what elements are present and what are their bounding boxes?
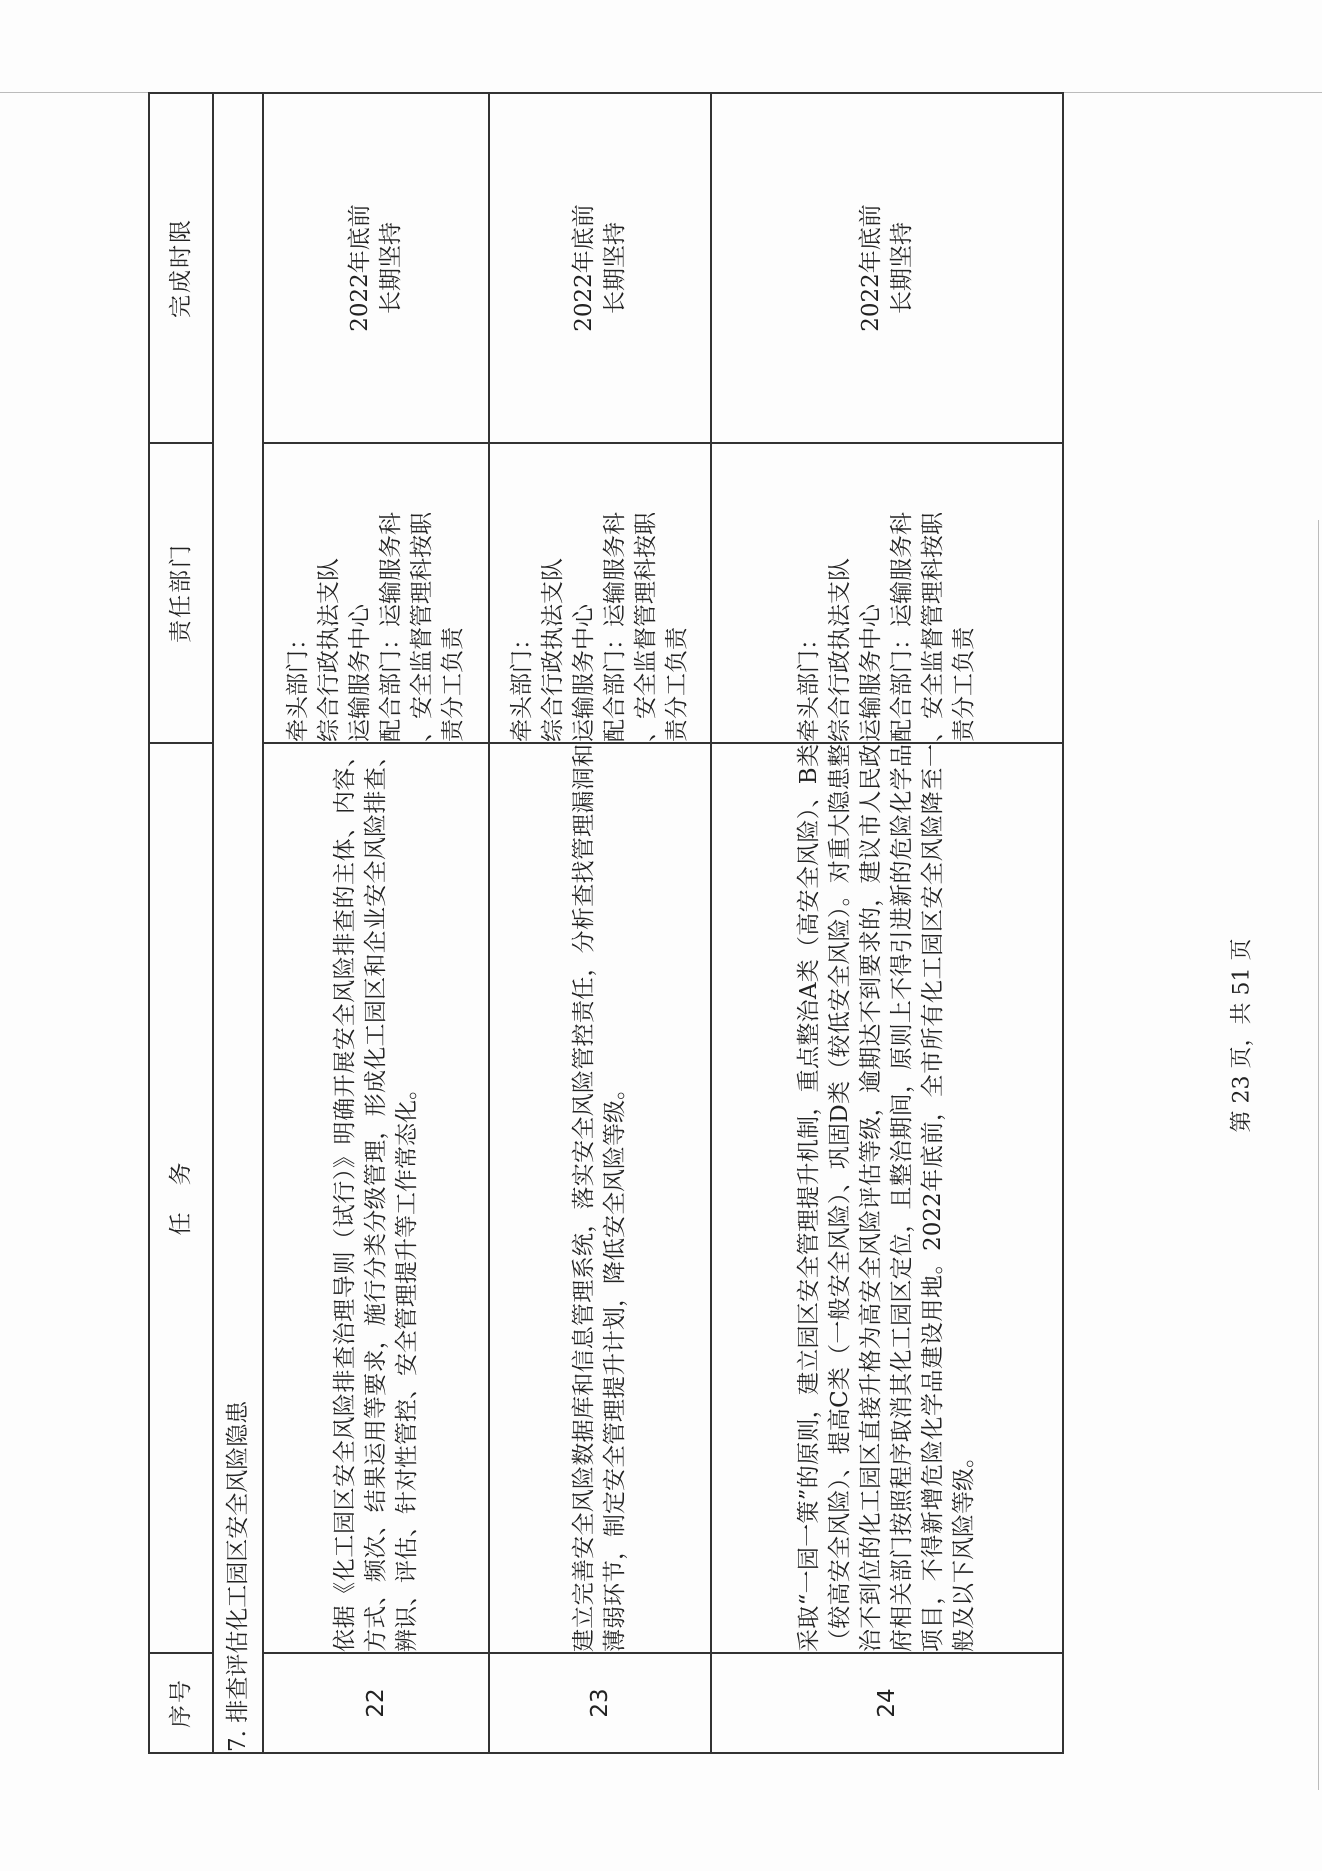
dept-cell [489,443,711,743]
row-number: 23 [489,1653,711,1753]
deadline-cell [489,93,711,443]
header-task: 任 务 [149,743,213,1653]
rotated-page [128,94,1061,1754]
dept-line: 责分工负责 [440,627,466,742]
scan-edge-line [1318,520,1319,1790]
dept-line: 责分工负责 [951,627,977,742]
table-row [263,93,489,1753]
dept-line: 运输服务中心 [858,604,884,742]
dept-line: 综合行政执法支队 [316,558,342,742]
header-no: 序号 [149,1653,213,1753]
dept-cell [263,443,489,743]
deadline-line: 2022年底前 [571,204,597,332]
table-row [711,93,1063,1753]
dept-line: 综合行政执法支队 [540,558,566,742]
deadline-cell [263,93,489,443]
task-table [148,92,1064,1754]
row-number: 22 [263,1653,489,1753]
section-row [213,93,263,1753]
dept-line: 配合部门：运输服务科 [889,512,915,742]
deadline-line: 2022年底前 [858,204,884,332]
dept-line: 、安全监督管理科按职 [409,512,435,742]
deadline-line: 长期坚持 [889,222,915,314]
dept-line: 牵头部门： [796,627,822,742]
dept-line: 综合行政执法支队 [827,558,853,742]
dept-line: 运输服务中心 [571,604,597,742]
task-text: 建立完善安全风险数据库和信息管理系统，落实安全风险管控责任，分析查找管理漏洞和薄弱环节，制定安全管理提升计划，降低安全风险等级。 [489,743,711,1653]
dept-line: 、安全监督管理科按职 [920,512,946,742]
task-text: 采取“一园一策”的原则，建立园区安全管理提升机制，重点整治A类（高安全风险）、B类（较高安全风险）、提高C类（一般安全风险）、巩固D类（较低安全风险）。对重大隐患整治不到位的化工园区直接升格为高安全风险评估等级，逾期达不到要求的，建议市人民政府相关部门按照程序取消其化工园区定位，且整治期间，原则上不得引进新的危险化学品项目，不得新增危险化学品建设用地。2022年底前，全市所有化工园区安全风险降至一般及以下风险等级。 [711,743,1063,1653]
dept-cell [711,443,1063,743]
header-row [149,93,213,1753]
deadline-line: 2022年底前 [347,204,373,332]
header-deadline: 完成时限 [149,93,213,443]
page-number: 第 23 页，共 51 页 [1229,938,1255,1133]
dept-line: 配合部门：运输服务科 [602,512,628,742]
task-text: 依据《化工园区安全风险排查治理导则（试行）》明确开展安全风险排查的主体、内容、方式、频次、结果运用等要求，施行分类分级管理，形成化工园区和企业安全风险排查、辨识、评估、针对性管控、安全管理提升等工作常态化。 [263,743,489,1653]
dept-line: 牵头部门： [285,627,311,742]
deadline-line: 长期坚持 [378,222,404,314]
dept-line: 配合部门：运输服务科 [378,512,404,742]
dept-line: 牵头部门： [509,627,535,742]
row-number: 24 [711,1653,1063,1753]
dept-line: 运输服务中心 [347,604,373,742]
deadline-line: 长期坚持 [602,222,628,314]
dept-line: 、安全监督管理科按职 [633,512,659,742]
dept-line: 责分工负责 [664,627,690,742]
deadline-cell [711,93,1063,443]
header-dept: 责任部门 [149,443,213,743]
table-row [489,93,711,1753]
section-title: 7. 排查评估化工园区安全风险隐患 [213,93,263,1753]
